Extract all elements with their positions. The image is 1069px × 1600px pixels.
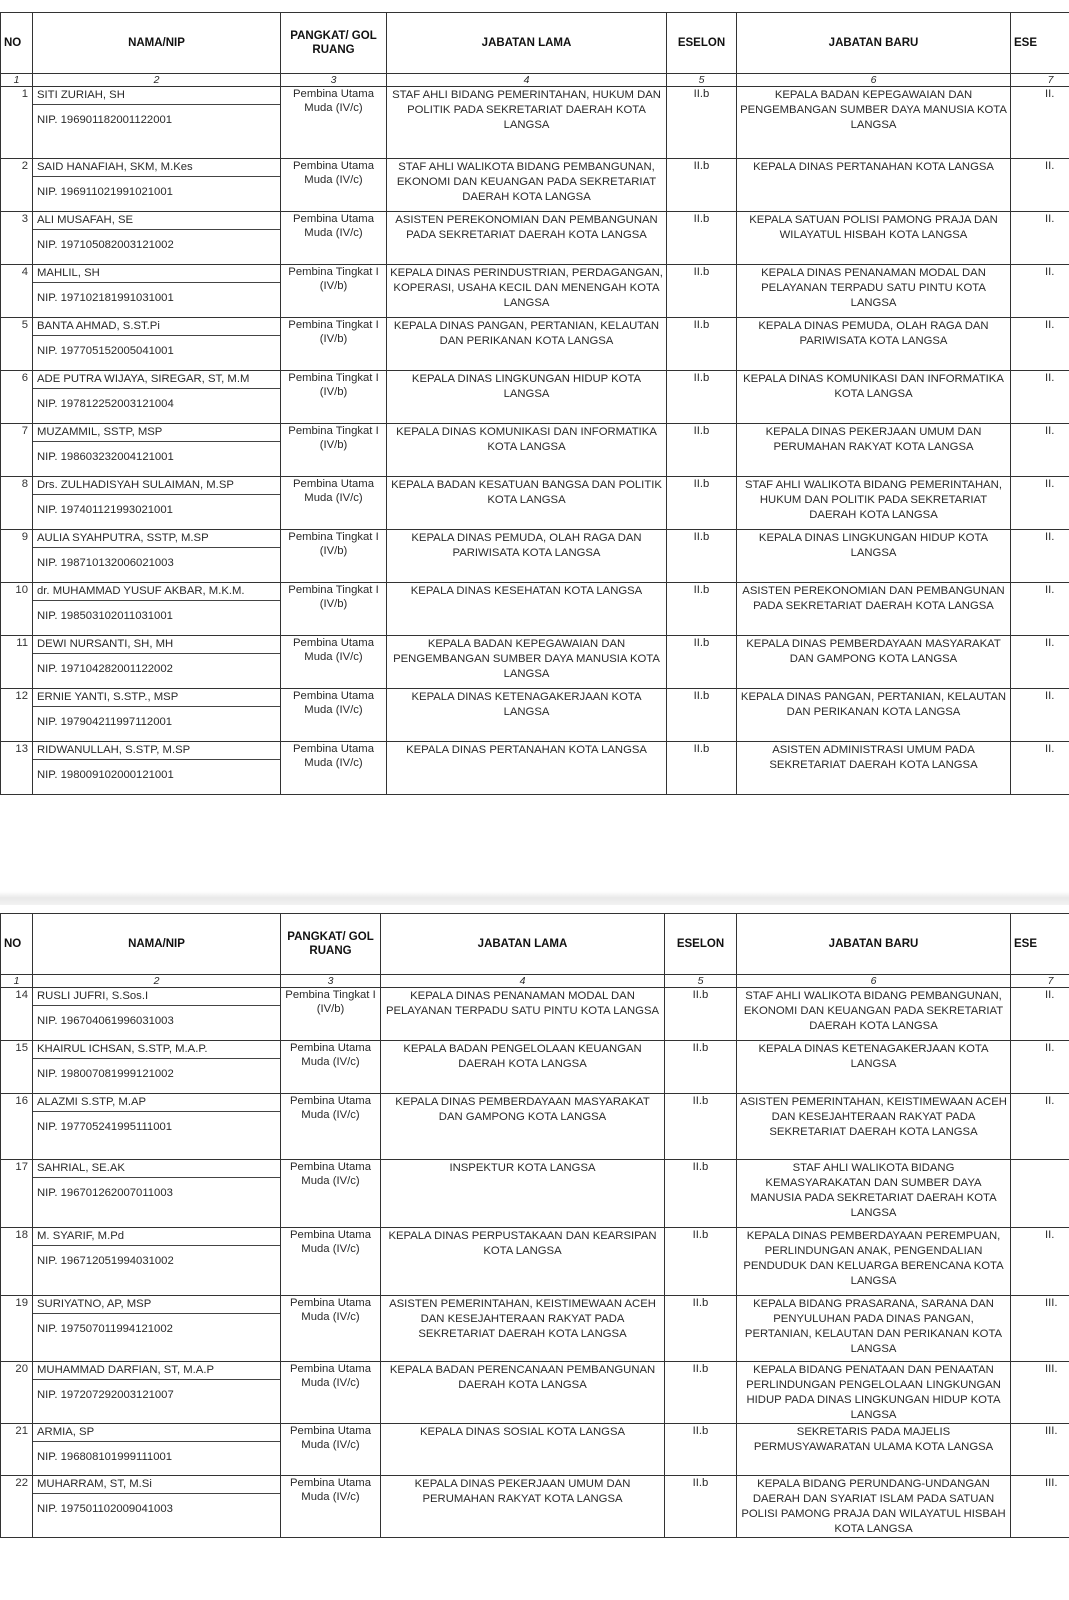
mutation-table-page-1	[0, 12, 1069, 795]
table-row	[1, 318, 1069, 371]
employee-name: MAHLIL, SH	[33, 265, 280, 283]
employee-cell	[33, 477, 281, 530]
jabatan-baru: KEPALA DINAS LINGKUNGAN HIDUP KOTA LANGSA	[737, 530, 1011, 583]
table-row	[1, 1160, 1069, 1228]
table-row	[1, 988, 1069, 1041]
header-nama-nip: NAMA/NIP	[33, 13, 281, 74]
jabatan-lama: INSPEKTUR KOTA LANGSA	[381, 1160, 665, 1228]
jabatan-baru: KEPALA DINAS KETENAGAKERJAAN KOTA LANGSA	[737, 1041, 1011, 1094]
column-number: 7	[1011, 975, 1069, 988]
employee-name: RIDWANULLAH, S.STP, M.SP	[33, 742, 280, 760]
employee-nip: NIP. 196911021991021001	[37, 186, 173, 198]
pangkat-gol: Pembina Tingkat I (IV/b)	[281, 530, 387, 583]
employee-nip: NIP. 196901182001122001	[37, 114, 173, 126]
jabatan-baru: STAF AHLI WALIKOTA BIDANG PEMBANGUNAN, EKONOMI DAN KEUANGAN PADA SEKRETARIAT DAERAH KOTA LANGSA	[737, 988, 1011, 1041]
jabatan-baru: KEPALA SATUAN POLISI PAMONG PRAJA DAN WILAYATUL HISBAH KOTA LANGSA	[737, 212, 1011, 265]
jabatan-lama: KEPALA DINAS KETENAGAKERJAAN KOTA LANGSA	[387, 689, 667, 742]
column-number: 3	[281, 74, 387, 87]
row-number: 20	[1, 1362, 33, 1424]
row-number: 1	[1, 87, 33, 159]
employee-cell	[33, 583, 281, 636]
jabatan-baru: KEPALA DINAS PENANAMAN MODAL DAN PELAYANAN TERPADU SATU PINTU KOTA LANGSA	[737, 265, 1011, 318]
row-number: 17	[1, 1160, 33, 1228]
employee-name: dr. MUHAMMAD YUSUF AKBAR, M.K.M.	[33, 583, 280, 601]
employee-name: RUSLI JUFRI, S.Sos.I	[33, 988, 280, 1006]
eselon-baru: II.	[1011, 1041, 1069, 1094]
eselon-baru: II.	[1011, 988, 1069, 1041]
table-row	[1, 424, 1069, 477]
pangkat-gol: Pembina Utama Muda (IV/c)	[281, 636, 387, 689]
eselon-baru: II.	[1011, 212, 1069, 265]
row-number: 22	[1, 1476, 33, 1538]
jabatan-lama: KEPALA DINAS PERTANAHAN KOTA LANGSA	[387, 742, 667, 795]
eselon-baru: II.	[1011, 371, 1069, 424]
employee-nip: NIP. 197401121993021001	[37, 504, 173, 516]
jabatan-lama: ASISTEN PEREKONOMIAN DAN PEMBANGUNAN PADA SEKRETARIAT DAERAH KOTA LANGSA	[387, 212, 667, 265]
employee-name: ALI MUSAFAH, SE	[33, 212, 280, 230]
row-number: 13	[1, 742, 33, 795]
header-eselon: ESELON	[665, 914, 737, 975]
employee-cell	[33, 1424, 281, 1476]
employee-cell	[33, 371, 281, 424]
row-number: 10	[1, 583, 33, 636]
employee-cell	[33, 159, 281, 212]
employee-name: AULIA SYAHPUTRA, SSTP, M.SP	[33, 530, 280, 548]
row-number: 3	[1, 212, 33, 265]
jabatan-baru: KEPALA DINAS PANGAN, PERTANIAN, KELAUTAN DAN PERIKANAN KOTA LANGSA	[737, 689, 1011, 742]
header-nama-nip: NAMA/NIP	[33, 914, 281, 975]
jabatan-baru: SEKRETARIS PADA MAJELIS PERMUSYAWARATAN ULAMA KOTA LANGSA	[737, 1424, 1011, 1476]
column-number: 4	[387, 74, 667, 87]
eselon-baru: II.	[1011, 530, 1069, 583]
employee-cell	[33, 1362, 281, 1424]
eselon-lama: II.b	[667, 87, 737, 159]
pangkat-gol: Pembina Tingkat I (IV/b)	[281, 583, 387, 636]
employee-name: ALAZMI S.STP, M.AP	[33, 1094, 280, 1112]
jabatan-lama: KEPALA BADAN PENGELOLAAN KEUANGAN DAERAH KOTA LANGSA	[381, 1041, 665, 1094]
page-separator	[0, 815, 1069, 905]
column-number: 7	[1011, 74, 1069, 87]
row-number: 12	[1, 689, 33, 742]
table-row	[1, 1424, 1069, 1476]
eselon-baru: II.	[1011, 583, 1069, 636]
pangkat-gol: Pembina Utama Muda (IV/c)	[281, 1476, 381, 1538]
employee-nip: NIP. 198603232004121001	[37, 451, 174, 463]
header-no: NO	[1, 13, 33, 74]
column-number: 2	[33, 74, 281, 87]
table-row	[1, 1041, 1069, 1094]
pangkat-gol: Pembina Utama Muda (IV/c)	[281, 1041, 381, 1094]
employee-cell	[33, 742, 281, 795]
employee-nip: NIP. 197501102009041003	[37, 1503, 173, 1515]
table-row	[1, 742, 1069, 795]
jabatan-lama: KEPALA BADAN PERENCANAAN PEMBANGUNAN DAERAH KOTA LANGSA	[381, 1362, 665, 1424]
row-number: 16	[1, 1094, 33, 1160]
column-number: 1	[1, 74, 33, 87]
pangkat-gol: Pembina Utama Muda (IV/c)	[281, 212, 387, 265]
employee-nip: NIP. 196808101999111001	[37, 1451, 173, 1463]
row-number: 8	[1, 477, 33, 530]
header-eselon-baru: ESE	[1011, 914, 1069, 975]
employee-name: SAID HANAFIAH, SKM, M.Kes	[33, 159, 280, 177]
employee-nip: NIP. 197705152005041001	[37, 345, 174, 357]
row-number: 7	[1, 424, 33, 477]
employee-name: SITI ZURIAH, SH	[33, 87, 280, 105]
eselon-baru: III.	[1011, 1296, 1069, 1362]
eselon-lama: II.b	[667, 371, 737, 424]
employee-cell	[33, 636, 281, 689]
table-row	[1, 1094, 1069, 1160]
employee-name: ERNIE YANTI, S.STP., MSP	[33, 689, 280, 707]
jabatan-baru: KEPALA DINAS KOMUNIKASI DAN INFORMATIKA KOTA LANGSA	[737, 371, 1011, 424]
employee-cell	[33, 265, 281, 318]
eselon-baru: II.	[1011, 477, 1069, 530]
employee-cell	[33, 530, 281, 583]
table-row	[1, 636, 1069, 689]
jabatan-lama: KEPALA DINAS KOMUNIKASI DAN INFORMATIKA KOTA LANGSA	[387, 424, 667, 477]
eselon-baru: II.	[1011, 1094, 1069, 1160]
table-row	[1, 1362, 1069, 1424]
jabatan-lama: KEPALA DINAS PEMBERDAYAAN MASYARAKAT DAN GAMPONG KOTA LANGSA	[381, 1094, 665, 1160]
jabatan-lama: STAF AHLI BIDANG PEMERINTAHAN, HUKUM DAN POLITIK PADA SEKRETARIAT DAERAH KOTA LANGSA	[387, 87, 667, 159]
eselon-lama: II.b	[665, 1424, 737, 1476]
employee-cell	[33, 1228, 281, 1296]
pangkat-gol: Pembina Tingkat I (IV/b)	[281, 265, 387, 318]
column-number: 1	[1, 975, 33, 988]
eselon-lama: II.b	[667, 689, 737, 742]
employee-cell	[33, 689, 281, 742]
employee-nip: NIP. 197207292003121007	[37, 1389, 174, 1401]
column-number: 6	[737, 74, 1011, 87]
table-row	[1, 1228, 1069, 1296]
employee-cell	[33, 1094, 281, 1160]
employee-name: MUHARRAM, ST, M.Si	[33, 1476, 280, 1494]
eselon-baru: II.	[1011, 318, 1069, 371]
row-number: 18	[1, 1228, 33, 1296]
employee-name: ARMIA, SP	[33, 1424, 280, 1442]
pangkat-gol: Pembina Utama Muda (IV/c)	[281, 159, 387, 212]
employee-nip: NIP. 197904211997112001	[37, 716, 173, 728]
employee-nip: NIP. 197812252003121004	[37, 398, 174, 410]
eselon-lama: II.b	[665, 1228, 737, 1296]
eselon-lama: II.b	[665, 1041, 737, 1094]
jabatan-lama: KEPALA DINAS PEKERJAAN UMUM DAN PERUMAHAN RAKYAT KOTA LANGSA	[381, 1476, 665, 1538]
employee-cell	[33, 212, 281, 265]
employee-nip: NIP. 198009102000121001	[37, 769, 174, 781]
employee-name: MUHAMMAD DARFIAN, ST, M.A.P	[33, 1362, 280, 1380]
table-row	[1, 265, 1069, 318]
column-number: 3	[281, 975, 381, 988]
pangkat-gol: Pembina Utama Muda (IV/c)	[281, 689, 387, 742]
header-jabatan-baru: JABATAN BARU	[737, 914, 1011, 975]
jabatan-lama: KEPALA DINAS KESEHATAN KOTA LANGSA	[387, 583, 667, 636]
column-number-row	[1, 975, 1069, 988]
eselon-baru: III.	[1011, 1476, 1069, 1538]
row-number: 15	[1, 1041, 33, 1094]
employee-nip: NIP. 197104282001122002	[37, 663, 173, 675]
employee-cell	[33, 988, 281, 1041]
eselon-lama: II.b	[667, 212, 737, 265]
table-row	[1, 689, 1069, 742]
jabatan-baru: KEPALA DINAS PEMBERDAYAAN PEREMPUAN, PERLINDUNGAN ANAK, PENGENDALIAN PENDUDUK DAN KELUARGA BERENCANA KOTA LANGSA	[737, 1228, 1011, 1296]
jabatan-lama: KEPALA DINAS PANGAN, PERTANIAN, KELAUTAN DAN PERIKANAN KOTA LANGSA	[387, 318, 667, 371]
jabatan-lama: KEPALA DINAS PEMUDA, OLAH RAGA DAN PARIWISATA KOTA LANGSA	[387, 530, 667, 583]
header-eselon: ESELON	[667, 13, 737, 74]
pangkat-gol: Pembina Tingkat I (IV/b)	[281, 371, 387, 424]
employee-name: BANTA AHMAD, S.ST.Pi	[33, 318, 280, 336]
employee-name: MUZAMMIL, SSTP, MSP	[33, 424, 280, 442]
column-number: 6	[737, 975, 1011, 988]
eselon-lama: II.b	[665, 1476, 737, 1538]
employee-nip: NIP. 196712051994031002	[37, 1255, 174, 1267]
jabatan-baru: KEPALA DINAS PEMUDA, OLAH RAGA DAN PARIWISATA KOTA LANGSA	[737, 318, 1011, 371]
jabatan-lama: STAF AHLI WALIKOTA BIDANG PEMBANGUNAN, EKONOMI DAN KEUANGAN PADA SEKRETARIAT DAERAH KOTA LANGSA	[387, 159, 667, 212]
column-number: 2	[33, 975, 281, 988]
eselon-lama: II.b	[665, 988, 737, 1041]
eselon-baru: II.	[1011, 424, 1069, 477]
row-number: 21	[1, 1424, 33, 1476]
eselon-lama: II.b	[667, 742, 737, 795]
employee-cell	[33, 87, 281, 159]
eselon-baru: III.	[1011, 1362, 1069, 1424]
pangkat-gol: Pembina Tingkat I (IV/b)	[281, 988, 381, 1041]
table-row	[1, 87, 1069, 159]
jabatan-lama: ASISTEN PEMERINTAHAN, KEISTIMEWAAN ACEH DAN KESEJAHTERAAN RAKYAT PADA SEKRETARIAT DAERAH KOTA LANGSA	[381, 1296, 665, 1362]
table-row	[1, 530, 1069, 583]
jabatan-baru: KEPALA BIDANG PRASARANA, SARANA DAN PENYULUHAN PADA DINAS PANGAN, PERTANIAN, KELAUTAN DAN PERIKANAN KOTA LANGSA	[737, 1296, 1011, 1362]
row-number: 6	[1, 371, 33, 424]
header-jabatan-lama: JABATAN LAMA	[381, 914, 665, 975]
header-jabatan-lama: JABATAN LAMA	[387, 13, 667, 74]
eselon-baru: II.	[1011, 742, 1069, 795]
eselon-baru: II.	[1011, 159, 1069, 212]
column-number: 5	[667, 74, 737, 87]
header-pangkat: PANGKAT/ GOL RUANG	[281, 13, 387, 74]
eselon-lama: II.b	[667, 477, 737, 530]
employee-nip: NIP. 196704061996031003	[37, 1015, 174, 1027]
employee-cell	[33, 1041, 281, 1094]
eselon-baru: II.	[1011, 265, 1069, 318]
jabatan-lama: KEPALA DINAS LINGKUNGAN HIDUP KOTA LANGSA	[387, 371, 667, 424]
pangkat-gol: Pembina Utama Muda (IV/c)	[281, 1094, 381, 1160]
jabatan-baru: KEPALA BIDANG PENATAAN DAN PENAATAN PERLINDUNGAN PENGELOLAAN LINGKUNGAN HIDUP PADA DINAS LINGKUNGAN HIDUP KOTA LANGSA	[737, 1362, 1011, 1424]
jabatan-lama: KEPALA DINAS PERPUSTAKAAN DAN KEARSIPAN KOTA LANGSA	[381, 1228, 665, 1296]
employee-cell	[33, 424, 281, 477]
pangkat-gol: Pembina Utama Muda (IV/c)	[281, 477, 387, 530]
pangkat-gol: Pembina Utama Muda (IV/c)	[281, 87, 387, 159]
eselon-lama: II.b	[667, 159, 737, 212]
row-number: 9	[1, 530, 33, 583]
employee-nip: NIP. 198007081999121002	[37, 1068, 174, 1080]
jabatan-lama: KEPALA DINAS PENANAMAN MODAL DAN PELAYANAN TERPADU SATU PINTU KOTA LANGSA	[381, 988, 665, 1041]
jabatan-baru: KEPALA BADAN KEPEGAWAIAN DAN PENGEMBANGAN SUMBER DAYA MANUSIA KOTA LANGSA	[737, 87, 1011, 159]
employee-nip: NIP. 197705241995111001	[37, 1121, 173, 1133]
employee-name: KHAIRUL ICHSAN, S.STP, M.A.P.	[33, 1041, 280, 1059]
pangkat-gol: Pembina Utama Muda (IV/c)	[281, 1362, 381, 1424]
eselon-lama: II.b	[667, 265, 737, 318]
jabatan-baru: ASISTEN PEREKONOMIAN DAN PEMBANGUNAN PADA SEKRETARIAT DAERAH KOTA LANGSA	[737, 583, 1011, 636]
employee-cell	[33, 1296, 281, 1362]
table-header-row	[1, 13, 1069, 74]
row-number: 5	[1, 318, 33, 371]
employee-name: DEWI NURSANTI, SH, MH	[33, 636, 280, 654]
column-number-row	[1, 74, 1069, 87]
header-jabatan-baru: JABATAN BARU	[737, 13, 1011, 74]
table-row	[1, 371, 1069, 424]
pangkat-gol: Pembina Utama Muda (IV/c)	[281, 1228, 381, 1296]
table-row	[1, 1476, 1069, 1538]
employee-nip: NIP. 196701262007011003	[37, 1187, 173, 1199]
eselon-lama: II.b	[667, 583, 737, 636]
jabatan-lama: KEPALA BADAN KESATUAN BANGSA DAN POLITIK KOTA LANGSA	[387, 477, 667, 530]
employee-cell	[33, 1476, 281, 1538]
eselon-lama: II.b	[667, 424, 737, 477]
column-number: 5	[665, 975, 737, 988]
jabatan-baru: KEPALA BIDANG PERUNDANG-UNDANGAN DAERAH DAN SYARIAT ISLAM PADA SATUAN POLISI PAMONG PRAJA DAN WILAYATUL HISBAH KOTA LANGSA	[737, 1476, 1011, 1538]
employee-name: ADE PUTRA WIJAYA, SIREGAR, ST, M.M	[33, 371, 280, 389]
eselon-baru: II.	[1011, 689, 1069, 742]
row-number: 11	[1, 636, 33, 689]
jabatan-baru: ASISTEN PEMERINTAHAN, KEISTIMEWAAN ACEH DAN KESEJAHTERAAN RAKYAT PADA SEKRETARIAT DAERAH KOTA LANGSA	[737, 1094, 1011, 1160]
eselon-baru: II.	[1011, 1228, 1069, 1296]
table-row	[1, 477, 1069, 530]
eselon-baru: II.	[1011, 636, 1069, 689]
jabatan-baru: STAF AHLI WALIKOTA BIDANG KEMASYARAKATAN DAN SUMBER DAYA MANUSIA PADA SEKRETARIAT DAERAH KOTA LANGSA	[737, 1160, 1011, 1228]
employee-cell	[33, 1160, 281, 1228]
employee-cell	[33, 318, 281, 371]
eselon-lama: II.b	[665, 1296, 737, 1362]
pangkat-gol: Pembina Utama Muda (IV/c)	[281, 1160, 381, 1228]
employee-nip: NIP. 198503102011031001	[37, 610, 173, 622]
eselon-lama: II.b	[667, 318, 737, 371]
jabatan-baru: ASISTEN ADMINISTRASI UMUM PADA SEKRETARIAT DAERAH KOTA LANGSA	[737, 742, 1011, 795]
employee-name: SAHRIAL, SE.AK	[33, 1160, 280, 1178]
pangkat-gol: Pembina Utama Muda (IV/c)	[281, 742, 387, 795]
table-header-row	[1, 914, 1069, 975]
header-pangkat: PANGKAT/ GOL RUANG	[281, 914, 381, 975]
eselon-lama: II.b	[665, 1094, 737, 1160]
employee-nip: NIP. 198710132006021003	[37, 557, 174, 569]
pangkat-gol: Pembina Tingkat I (IV/b)	[281, 318, 387, 371]
table-row	[1, 583, 1069, 636]
jabatan-baru: KEPALA DINAS PEMBERDAYAAN MASYARAKAT DAN GAMPONG KOTA LANGSA	[737, 636, 1011, 689]
eselon-lama: II.b	[665, 1362, 737, 1424]
eselon-baru: III.	[1011, 1424, 1069, 1476]
employee-nip: NIP. 197105082003121002	[37, 239, 174, 251]
header-eselon-baru: ESE	[1011, 13, 1069, 74]
eselon-lama: II.b	[667, 636, 737, 689]
employee-nip: NIP. 197102181991031001	[37, 292, 174, 304]
column-number: 4	[381, 975, 665, 988]
row-number: 4	[1, 265, 33, 318]
row-number: 19	[1, 1296, 33, 1362]
eselon-lama: II.b	[667, 530, 737, 583]
header-no: NO	[1, 914, 33, 975]
row-number: 2	[1, 159, 33, 212]
jabatan-baru: STAF AHLI WALIKOTA BIDANG PEMERINTAHAN, HUKUM DAN POLITIK PADA SEKRETARIAT DAERAH KOTA LANGSA	[737, 477, 1011, 530]
eselon-lama: II.b	[665, 1160, 737, 1228]
pangkat-gol: Pembina Tingkat I (IV/b)	[281, 424, 387, 477]
document-page-2	[0, 905, 1069, 1600]
jabatan-baru: KEPALA DINAS PEKERJAAN UMUM DAN PERUMAHAN RAKYAT KOTA LANGSA	[737, 424, 1011, 477]
jabatan-lama: KEPALA DINAS PERINDUSTRIAN, PERDAGANGAN, KOPERASI, USAHA KECIL DAN MENENGAH KOTA LANGSA	[387, 265, 667, 318]
mutation-table-page-2	[0, 913, 1069, 1538]
pangkat-gol: Pembina Utama Muda (IV/c)	[281, 1424, 381, 1476]
row-number: 14	[1, 988, 33, 1041]
pangkat-gol: Pembina Utama Muda (IV/c)	[281, 1296, 381, 1362]
employee-name: M. SYARIF, M.Pd	[33, 1228, 280, 1246]
employee-nip: NIP. 197507011994121002	[37, 1323, 173, 1335]
eselon-baru: II.	[1011, 87, 1069, 159]
table-row	[1, 159, 1069, 212]
jabatan-baru: KEPALA DINAS PERTANAHAN KOTA LANGSA	[737, 159, 1011, 212]
employee-name: SURIYATNO, AP, MSP	[33, 1296, 280, 1314]
jabatan-lama: KEPALA BADAN KEPEGAWAIAN DAN PENGEMBANGAN SUMBER DAYA MANUSIA KOTA LANGSA	[387, 636, 667, 689]
jabatan-lama: KEPALA DINAS SOSIAL KOTA LANGSA	[381, 1424, 665, 1476]
table-row	[1, 1296, 1069, 1362]
table-row	[1, 212, 1069, 265]
eselon-baru	[1011, 1160, 1069, 1228]
employee-name: Drs. ZULHADISYAH SULAIMAN, M.SP	[33, 477, 280, 495]
